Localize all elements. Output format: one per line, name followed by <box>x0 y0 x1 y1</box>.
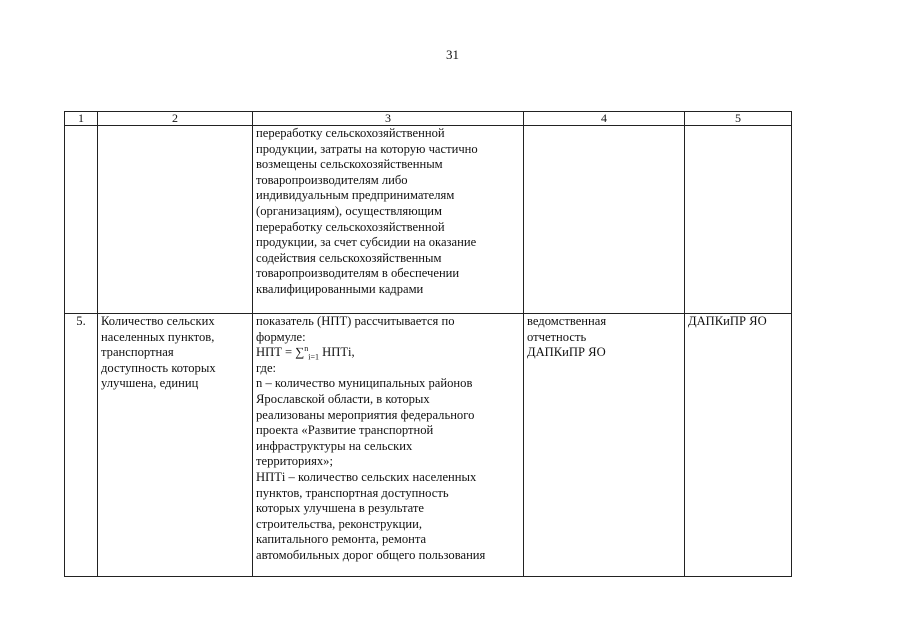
method-line: территориях»; <box>256 454 333 469</box>
method-line: которых улучшена в результате <box>256 501 425 516</box>
method-text-line: товаропроизводителям в обеспечении <box>256 266 460 281</box>
method-text-line: переработку сельскохозяйственной <box>256 126 445 140</box>
method-line: где: <box>256 360 277 375</box>
row-number: 5. <box>65 314 98 577</box>
cont-cell-method <box>253 126 524 314</box>
header-col-5: 5 <box>685 112 792 126</box>
responsible-text: ДАПКиПР ЯО <box>688 314 767 328</box>
cont-cell-source <box>524 126 685 314</box>
table-row-5 <box>65 314 792 577</box>
table-header-row <box>65 112 792 126</box>
method-line: капитального ремонта, ремонта <box>256 532 427 547</box>
method-cell <box>253 314 524 577</box>
source-line: ДАПКиПР ЯО <box>527 345 606 360</box>
indicators-table <box>64 111 792 577</box>
header-col-4: 4 <box>524 112 685 126</box>
indicator-line: улучшена, единиц <box>101 376 199 391</box>
method-text-line: квалифицированными кадрами <box>256 281 424 296</box>
method-line: n – количество муниципальных районов <box>256 376 473 391</box>
method-line: НПТi – количество сельских населенных <box>256 469 477 484</box>
continuation-row <box>65 126 792 314</box>
formula-lower-limit: i=1 <box>308 352 319 362</box>
cont-cell-responsible <box>685 126 792 314</box>
method-line: проекта «Развитие транспортной <box>256 423 434 438</box>
header-col-3: 3 <box>253 112 524 126</box>
method-text-line: возмещены сельскохозяйственным <box>256 157 443 172</box>
method-line: показатель (НПТ) рассчитывается по <box>256 314 455 328</box>
responsible-cell <box>685 314 792 577</box>
indicator-line: населенных пунктов, <box>101 329 215 344</box>
source-line: ведомственная <box>527 314 607 328</box>
method-text-line: продукции, за счет субсидии на оказание <box>256 235 477 250</box>
page-number: 31 <box>446 47 459 62</box>
method-text-line: индивидуальным предпринимателям <box>256 188 455 203</box>
method-text-line: (организациям), осуществляющим <box>256 203 443 218</box>
method-line: реализованы мероприятия федерального <box>256 407 475 422</box>
indicator-line: доступность которых <box>101 360 216 375</box>
method-text-line: содействия сельскохозяйственным <box>256 250 442 265</box>
method-line: Ярославской области, в которых <box>256 391 430 406</box>
header-col-2: 2 <box>98 112 253 126</box>
formula-prefix: НПТ = ∑ <box>256 345 305 360</box>
indicator-line: транспортная <box>101 345 174 360</box>
source-cell <box>524 314 685 577</box>
cont-cell-indicator <box>98 126 253 314</box>
formula-suffix: НПТi, <box>319 345 355 360</box>
method-line: инфраструктуры на сельских <box>256 438 413 453</box>
method-text-line: переработку сельскохозяйственной <box>256 219 445 234</box>
indicator-line: Количество сельских <box>101 314 215 328</box>
formula-upper-limit: n <box>304 344 309 353</box>
method-line: строительства, реконструкции, <box>256 516 423 531</box>
method-text-line: товаропроизводителям либо <box>256 172 408 187</box>
method-text-line: продукции, затраты на которую частично <box>256 141 478 156</box>
header-col-1: 1 <box>65 112 98 126</box>
cont-cell-number <box>65 126 98 314</box>
formula <box>256 345 520 361</box>
source-line: отчетность <box>527 329 587 344</box>
method-line: формуле: <box>256 329 306 344</box>
method-line: автомобильных дорог общего пользования <box>256 547 486 562</box>
indicator-cell <box>98 314 253 577</box>
method-line: пунктов, транспортная доступность <box>256 485 449 500</box>
